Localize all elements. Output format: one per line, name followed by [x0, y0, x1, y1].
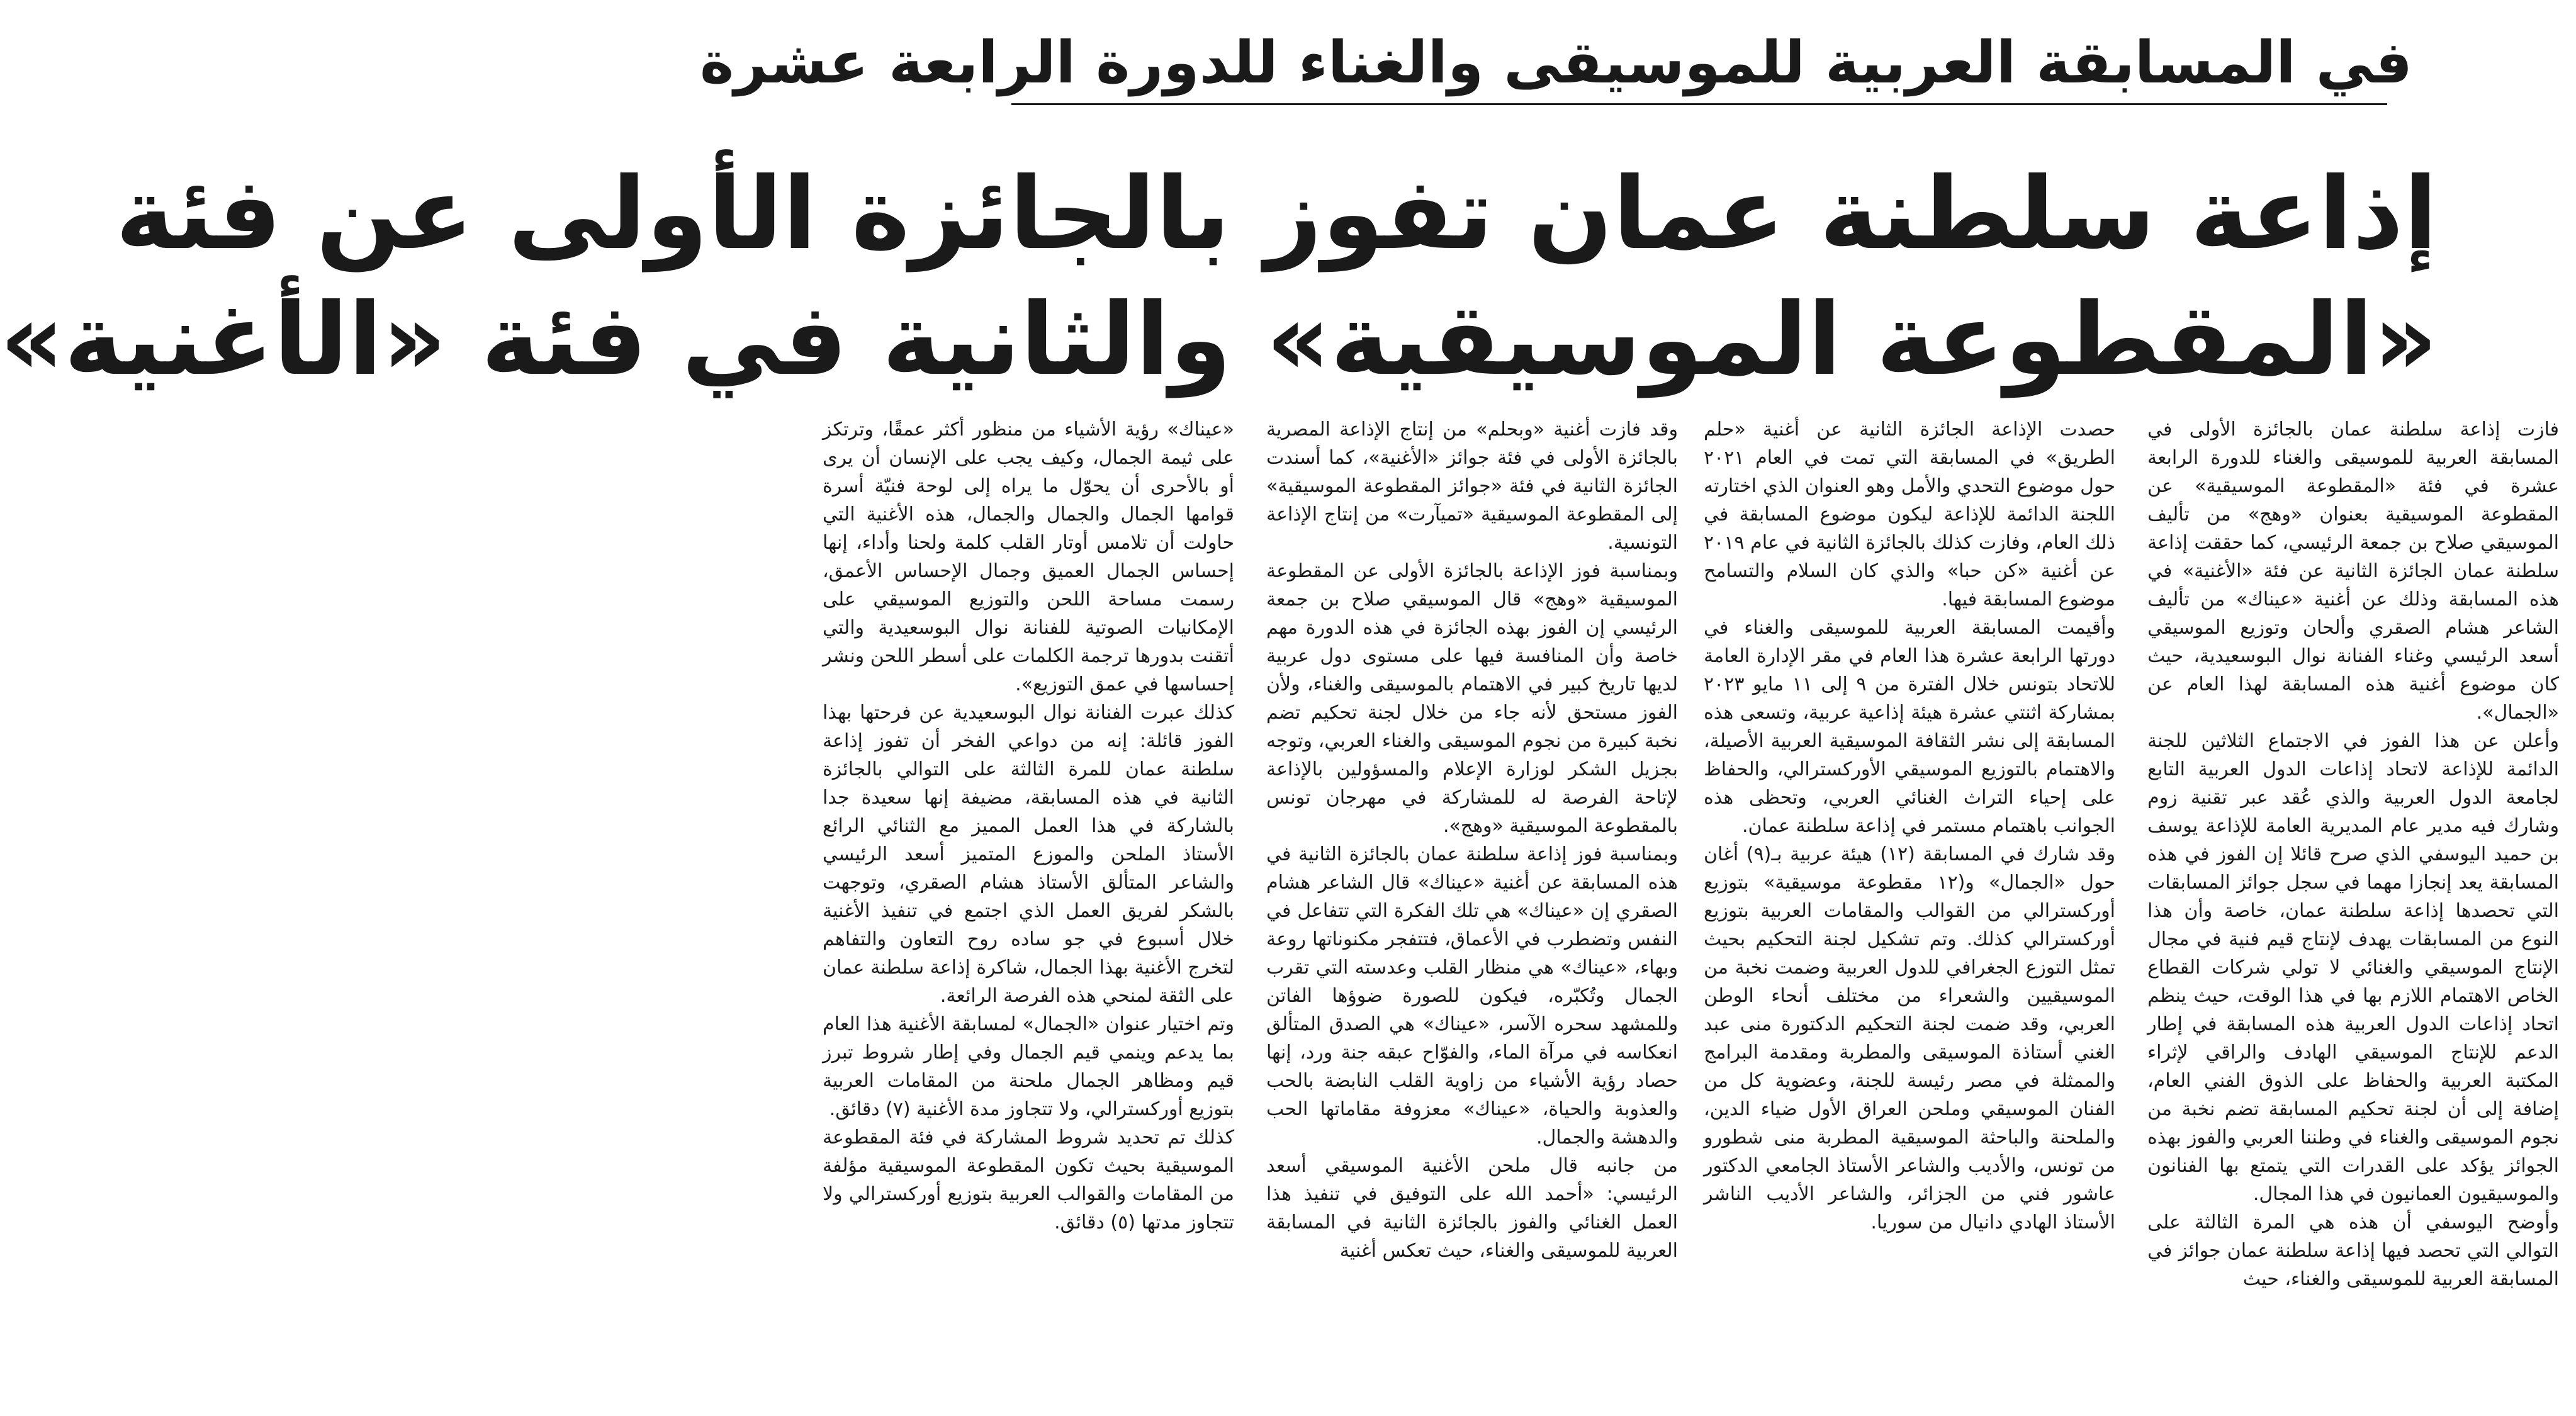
column-4-paragraph-2: كذلك عبرت الفنانة نوال البوسعيدية عن فرحتها بهذا الفوز قائلة: إنه من دواعي الفخر أن تفوز إذاعة سلطنة عمان للمرة الثالثة على التوالي بالجائزة الثانية في هذه المسابقة، مضيفة إنها سعيدة جدا بالشاركة في هذا العمل المميز مع الثنائي الرائع الأستاذ الملحن والموزع المتميز أسعد الرئيسي والشاعر المتألق الأستاذ هشام الصقري، وتوجهت بالشكر لفريق العمل الذي اجتمع في تنفيذ الأغنية خلال أسبوع في جو ساده روح التعاون والتفاهم لتخرج الأغنية بهذا الجمال، شاكرة إذاعة سلطنة عمان على الثقة لمنحي هذه الفرصة الرائعة. [823, 702, 1234, 1007]
column-1-paragraph-1: فازت إذاعة سلطنة عمان بالجائزة الأولى في المسابقة العربية للموسيقى والغناء للدورة الرابعة عشرة في فئة «المقطوعة الموسيقية» عن المقطوعة الموسيقية بعنوان «وهج» من تأليف الموسيقي صلاح بن جمعة الرئيسي، كما حققت إذاعة سلطنة عمان الجائزة الثانية عن فئة «الأغنية» في هذه المسابقة وذلك عن أغنية «عيناك» من تأليف الشاعر هشام الصقري وألحان وتوزيع الموسيقي أسعد الرئيسي وغناء الفنانة نوال البوسعيدية، حيث كان موضوع أغنية هذه المسابقة لهذا العام عن «الجمال». [2147, 419, 2559, 724]
column-3-paragraph-2: وبمناسبة فوز الإذاعة بالجائزة الأولى عن المقطوعة الموسيقية «وهج» قال الموسيقي صلاح بن جمعة الرئيسي إن الفوز بهذه الجائزة في هذه الدورة مهم خاصة وأن المنافسة فيها على مستوى دول عربية لديها تاريخ كبير في الاهتمام بالموسيقى والغناء، ولأن الفوز مستحق لأنه جاء من خلال لجنة تحكيم تضم نخبة كبيرة من نجوم الموسيقى والغناء العربي، وتوجه بجزيل الشكر لوزارة الإعلام والمسؤولين بالإذاعة لإتاحة الفرصة له للمشاركة في مهرجان تونس بالمقطوعة الموسيقية «وهج». [1266, 560, 1678, 837]
headline-line-1: إذاعة سلطنة عمان تفوز بالجائزة الأولى عن فئة [115, 156, 2438, 272]
kicker-underline [1011, 103, 2387, 105]
column-4-paragraph-3: وتم اختيار عنوان «الجمال» لمسابقة الأغنية هذا العام بما يدعم وينمي قيم الجمال وفي إطار شروط تبرز قيم ومظاهر الجمال ملحنة من المقامات العربية بتوزيع أوركسترالي، ولا تتجاوز مدة الأغنية (٧) دقائق. [823, 1013, 1234, 1120]
column-3-paragraph-4: من جانبه قال ملحن الأغنية الموسيقي أسعد الرئيسي: «أحمد الله على التوفيق في تنفيذ هذا العمل الغنائي والفوز بالجائزة الثانية في المسابقة العربية للموسيقى والغناء، حيث تعكس أغنية [1266, 1155, 1678, 1262]
column-3-paragraph-1: وقد فازت أغنية «وبحلم» من إنتاج الإذاعة المصرية بالجائزة الأولى في فئة جوائز «الأغنية»، كما أسندت الجائزة الثانية في فئة «جوائز المقطوعة الموسيقية» إلى المقطوعة الموسيقية «تميآرت» من إنتاج الإذاعة التونسية. [1266, 419, 1678, 554]
column-3 [1266, 415, 1678, 1397]
column-3-paragraph-3: وبمناسبة فوز إذاعة سلطنة عمان بالجائزة الثانية في هذه المسابقة عن أغنية «عيناك» قال الشاعر هشام الصقري إن «عيناك» هي تلك الفكرة التي تتفاعل في النفس وتضطرب في الأعماق، فتتفجر مكنوناتها روعة وبهاء، «عيناك» هي منظار القلب وعدسته التي تقرب الجمال وتُكبّره، فيكون للصورة ضوؤها الفاتن وللمشهد سحره الآسر، «عيناك» هي الصدق المتألق انعكاسه في مرآة الماء، والفوّاح عبقه جنة ورد، إنها حصاد رؤية الأشياء من زاوية القلب النابضة بالحب والعذوبة والحياة، «عيناك» معزوفة مقاماتها الحب والدهشة والجمال. [1266, 843, 1678, 1149]
column-2-paragraph-2: وأقيمت المسابقة العربية للموسيقى والغناء في دورتها الرابعة عشرة هذا العام في مقر الإدارة العامة للاتحاد بتونس خلال الفترة من ٩ إلى ١١ مايو ٢٠٢٣ بمشاركة اثنتي عشرة هيئة إذاعية عربية، وتسعى هذه المسابقة إلى نشر الثقافة الموسيقية العربية الأصيلة، والاهتمام بالتوزيع الموسيقي الأوركسترالي، والحفاظ على إحياء التراث الغنائي العربي، وتحظى هذه الجوانب باهتمام مستمر في إذاعة سلطنة عمان. [1704, 617, 2115, 837]
column-1-paragraph-3: وأوضح اليوسفي أن هذه هي المرة الثالثة على التوالي التي تحصد فيها إذاعة سلطنة عمان جوائز في المسابقة العربية للموسيقى والغناء، حيث [2147, 1211, 2559, 1290]
column-4-paragraph-1: «عيناك» رؤية الأشياء من منظور أكثر عمقًا، وترتكز على ثيمة الجمال، وكيف يجب على الإنسان أن يرى أو بالأحرى أن يحوّل ما يراه إلى لوحة فنيّة أسرة قوامها الجمال والجمال والجمال، هذه الأغنية التي حاولت أن تلامس أوتار القلب كلمة ولحنا وأداء، إنها إحساس الجمال العميق وجمال الإحساس الأعمق، رسمت مساحة اللحن والتوزيع الموسيقي على الإمكانيات الصوتية للفنانة نوال البوسعيدية والتي أتقنت بدورها ترجمة الكلمات على أسطر اللحن ونشر إحساسها في عمق التوزيع». [823, 419, 1234, 695]
column-1-paragraph-2: وأعلن عن هذا الفوز في الاجتماع الثلاثين للجنة الدائمة للإذاعة لاتحاد إذاعات الدول العربية التابع لجامعة الدول العربية والذي عُقد عبر تقنية زوم وشارك فيه مدير عام المديرية العامة للإذاعة يوسف بن حميد اليوسفي الذي صرح قائلا إن الفوز في هذه المسابقة يعد إنجازا مهما في سجل جوائز المسابقات التي تحصدها إذاعة سلطنة عمان، خاصة وأن هذا النوع من المسابقات يهدف لإنتاج قيم فنية في مجال الإنتاج الموسيقي والغنائي لا تولي شركات القطاع الخاص الاهتمام اللازم بها في هذا الوقت، حيث ينظم اتحاد إذاعات الدول العربية هذه المسابقة في إطار الدعم للإنتاج الموسيقي الهادف والراقي لإثراء المكتبة العربية والحفاظ على الذوق الفني العام، إضافة إلى أن لجنة تحكيم المسابقة تضم نخبة من نجوم الموسيقى والغناء في وطننا العربي والفوز بهذه الجوائز يؤكد على القدرات التي يتمتع بها الفنانون والموسيقيون العمانيون في هذا المجال. [2147, 730, 2559, 1205]
column-2 [1704, 415, 2115, 1397]
article-kicker: في المسابقة العربية للموسيقى والغناء للدورة الرابعة عشرة [699, 29, 2412, 96]
headline-line-2: «المقطوعة الموسيقية» والثانية في فئة «الأغنية» [0, 282, 2438, 398]
column-2-paragraph-1: حصدت الإذاعة الجائزة الثانية عن أغنية «حلم الطريق» في المسابقة التي تمت في العام ٢٠٢١ حول موضوع التحدي والأمل وهو العنوان الذي اختارته اللجنة الدائمة للإذاعة ليكون موضوع المسابقة في ذلك العام، وفازت كذلك بالجائزة الثانية في عام ٢٠١٩ عن أغنية «كن حبا» والذي كان السلام والتسامح موضوع المسابقة فيها. [1704, 419, 2115, 610]
column-4-paragraph-4: كذلك تم تحديد شروط المشاركة في فئة المقطوعة الموسيقية بحيث تكون المقطوعة الموسيقية مؤلفة من المقامات والقوالب العربية بتوزيع أوركسترالي ولا تتجاوز مدتها (٥) دقائق. [823, 1127, 1234, 1233]
column-1 [2147, 415, 2559, 1397]
column-4 [823, 415, 1234, 1397]
column-2-paragraph-3: وقد شارك في المسابقة (١٢) هيئة عربية بـ(٩) أغان حول «الجمال» و(١٢ مقطوعة موسيقية» بتوزيع أوركسترالي من القوالب والمقامات العربية بتوزيع أوركسترالي كذلك. وتم تشكيل لجنة التحكيم بحيث تمثل التوزع الجغرافي للدول العربية وضمت نخبة من الموسيقيين والشعراء من مختلف أنحاء الوطن العربي، وقد ضمت لجنة التحكيم الدكتورة منى عبد الغني أستاذة الموسيقى والمطربة ومقدمة البرامج والممثلة في مصر رئيسة للجنة، وعضوية كل من الفنان الموسيقي وملحن العراق الأول ضياء الدين، والملحنة والباحثة الموسيقية المطربة منى شطورو من تونس، والأديب والشاعر الأستاذ الجامعي الدكتور عاشور فني من الجزائر، والشاعر الأديب الناشر الأستاذ الهادي دانيال من سوريا. [1704, 843, 2115, 1233]
